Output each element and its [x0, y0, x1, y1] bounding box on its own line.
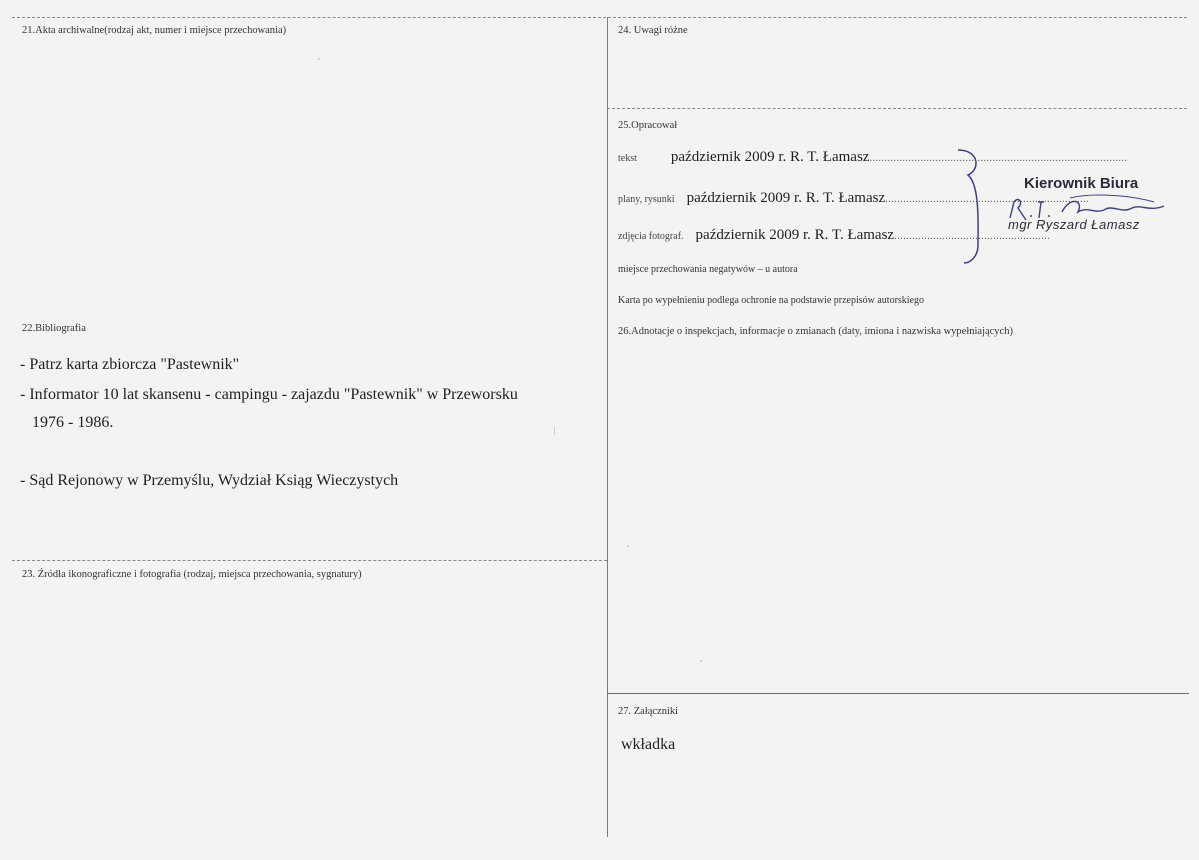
author-row-text-label: tekst: [618, 153, 637, 164]
divider-22-23: [12, 560, 607, 561]
scan-speck: [318, 58, 320, 60]
section-27-label: 27. Załączniki: [618, 706, 679, 717]
section-25-label: 25.Opracował: [618, 120, 678, 131]
section-21-label: 21.Akta archiwalne(rodzaj akt, numer i miejsce przechowania): [22, 25, 287, 36]
dotted-leader: ......................................................................................: [869, 153, 1128, 164]
scan-speck: [627, 545, 629, 547]
stamp-name: mgr Ryszard Łamasz: [1008, 217, 1140, 232]
author-row-photos-label: zdjęcia fotograf.: [618, 231, 684, 242]
stamp-title: Kierownik Biura: [1024, 175, 1139, 192]
dotted-leader: ....................................................................: [885, 194, 1090, 205]
section-22-label: 22.Bibliografia: [22, 323, 86, 334]
divider-26-27: [607, 693, 1189, 694]
scan-speck: [700, 660, 702, 662]
negatives-location: miejsce przechowania negatywów – u autora: [618, 264, 798, 275]
section-24-label: 24. Uwagi różne: [618, 25, 688, 36]
author-row-plans-value: październik 2009 r. R. T. Łamasz: [686, 190, 886, 206]
signature-bracket: [950, 145, 990, 265]
bibliography-line-1: - Patrz karta zbiorcza "Pastewnik": [20, 356, 240, 373]
copyright-note: Karta po wypełnieniu podlega ochronie na podstawie przepisów autorskiego: [618, 295, 925, 306]
attachments-value: wkładka: [621, 736, 676, 753]
top-border: [12, 17, 1187, 18]
scan-speck: [554, 427, 555, 435]
section-26-label: 26.Adnotacje o inspekcjach, informacje o zmianach (daty, imiona i nazwiska wypełniających): [618, 326, 1013, 337]
author-row-text-value: październik 2009 r. R. T. Łamasz: [670, 149, 870, 165]
author-row-plans-label: plany, rysunki: [618, 194, 675, 205]
bibliography-line-2: - Informator 10 lat skansenu - campingu - zajazdu "Pastewnik" w Przeworsku: [20, 386, 518, 403]
author-row-photos-value: październik 2009 r. R. T. Łamasz: [695, 227, 895, 243]
section-23-label: 23. Źródła ikonograficzne i fotografia (rodzaj, miejsca przechowania, sygnatury): [22, 569, 362, 580]
bibliography-line-4: - Sąd Rejonowy w Przemyślu, Wydział Ksiąg Wieczystych: [20, 472, 399, 489]
divider-24-25: [607, 108, 1187, 109]
dotted-leader: ....................................................: [894, 231, 1051, 242]
bibliography-line-3: 1976 - 1986.: [32, 414, 114, 431]
center-divider: [607, 17, 608, 837]
author-row-text: [618, 148, 1127, 166]
